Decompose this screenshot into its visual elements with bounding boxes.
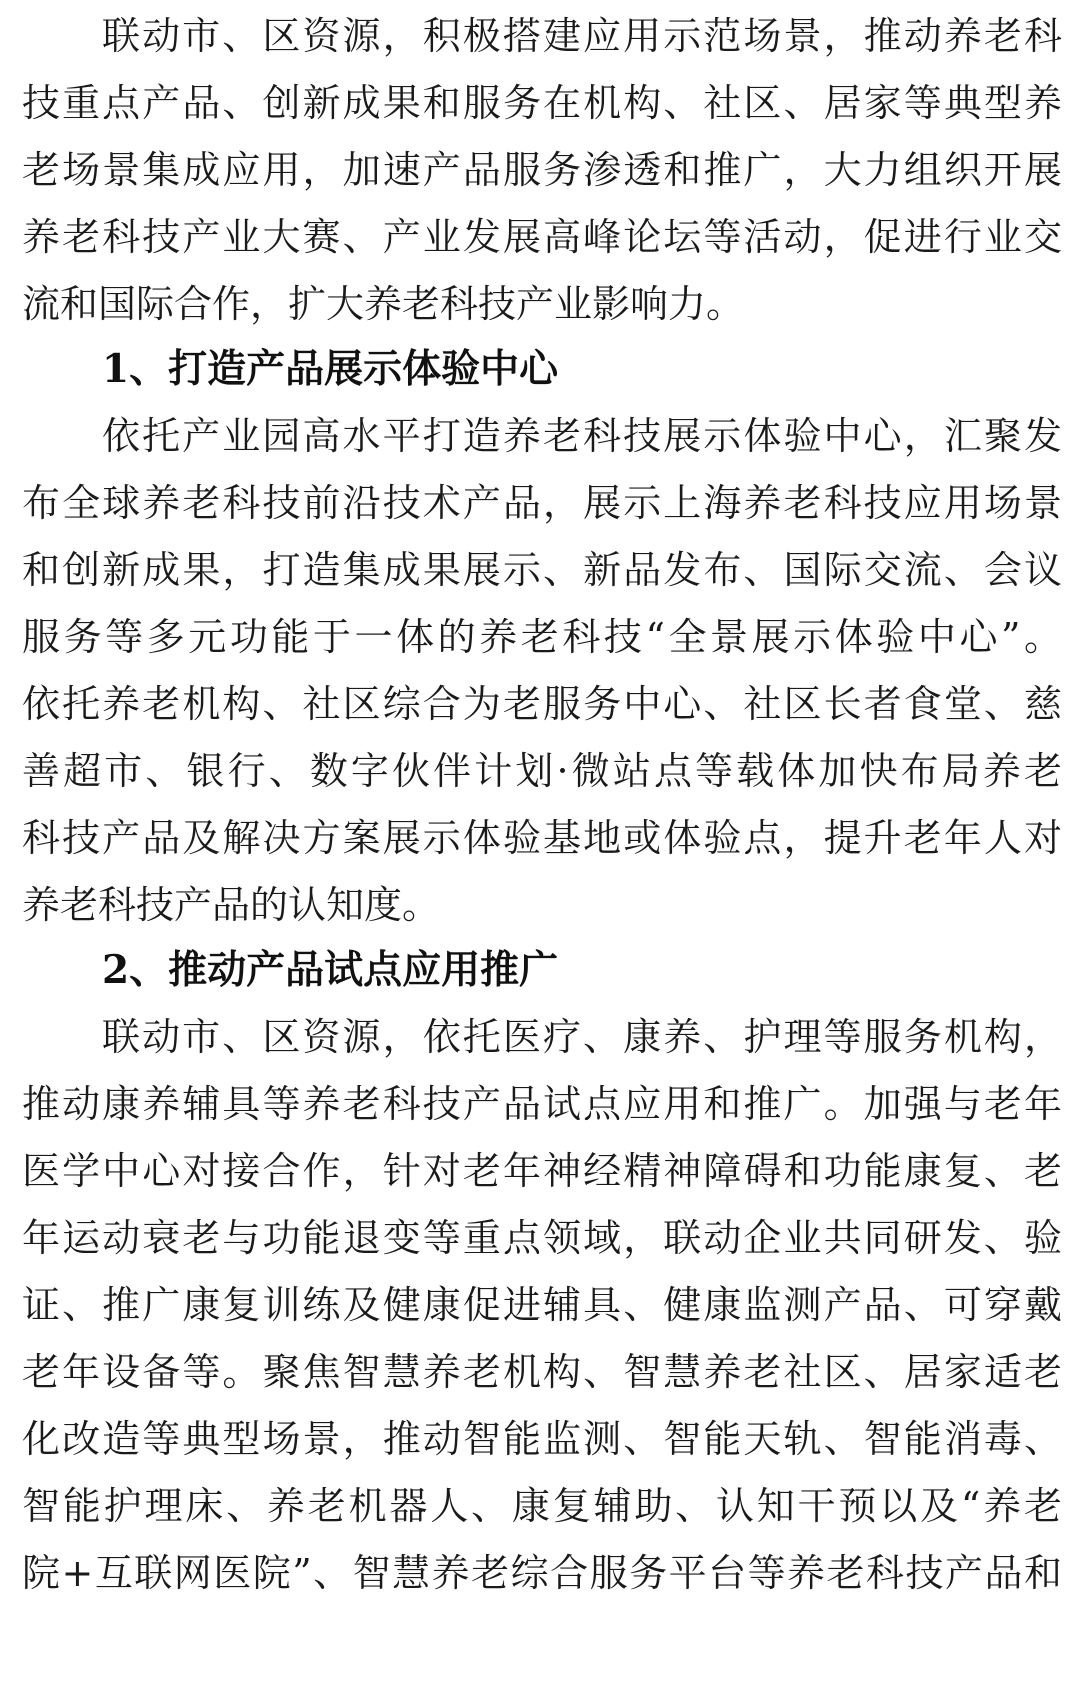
text-line: 技重点产品、创新成果和服务在机构、社区、居家等典型养 <box>22 81 1062 125</box>
text-line: 证、推广康复训练及健康促进辅具、健康监测产品、可穿戴 <box>22 1283 1062 1327</box>
text-line: 服务等多元功能于一体的养老科技“全景展示体验中心”。 <box>22 615 1062 659</box>
text-line: 推动康养辅具等养老科技产品试点应用和推广。加强与老年 <box>22 1082 1062 1126</box>
text-line: 老场景集成应用，加速产品服务渗透和推广，大力组织开展 <box>22 148 1062 192</box>
text-line: 善超市、银行、数字伙伴计划·微站点等载体加快布局养老 <box>22 749 1062 793</box>
text-line: 依托养老机构、社区综合为老服务中心、社区长者食堂、慈 <box>22 682 1062 726</box>
text-line: 化改造等典型场景，推动智能监测、智能天轨、智能消毒、 <box>22 1417 1062 1461</box>
text-line: 智能护理床、养老机器人、康复辅助、认知干预以及“养老 <box>22 1484 1062 1528</box>
section-heading: 1、打造产品展示体验中心 <box>102 346 559 392</box>
text-line: 医学中心对接合作，针对老年神经精神障碍和功能康复、老 <box>22 1149 1062 1193</box>
text-line: 布全球养老科技前沿技术产品，展示上海养老科技应用场景 <box>22 481 1062 525</box>
text-line: 依托产业园高水平打造养老科技展示体验中心，汇聚发 <box>102 414 1062 458</box>
text-line: 年运动衰老与功能退变等重点领域，联动企业共同研发、验 <box>22 1216 1062 1260</box>
text-line: 养老科技产业大赛、产业发展高峰论坛等活动，促进行业交 <box>22 215 1062 259</box>
text-line: 联动市、区资源，依托医疗、康养、护理等服务机构， <box>102 1015 1062 1059</box>
text-line: 科技产品及解决方案展示体验基地或体验点，提升老年人对 <box>22 816 1062 860</box>
section-heading: 2、推动产品试点应用推广 <box>102 947 559 993</box>
text-line: 流和国际合作，扩大养老科技产业影响力。 <box>22 282 745 326</box>
text-line: 养老科技产品的认知度。 <box>22 883 441 927</box>
text-line: 联动市、区资源，积极搭建应用示范场景，推动养老科 <box>102 14 1062 58</box>
text-line: 院+互联网医院”、智慧养老综合服务平台等养老科技产品和 <box>22 1551 1062 1595</box>
text-line: 老年设备等。聚焦智慧养老机构、智慧养老社区、居家适老 <box>22 1350 1062 1394</box>
text-line: 和创新成果，打造集成果展示、新品发布、国际交流、会议 <box>22 548 1062 592</box>
